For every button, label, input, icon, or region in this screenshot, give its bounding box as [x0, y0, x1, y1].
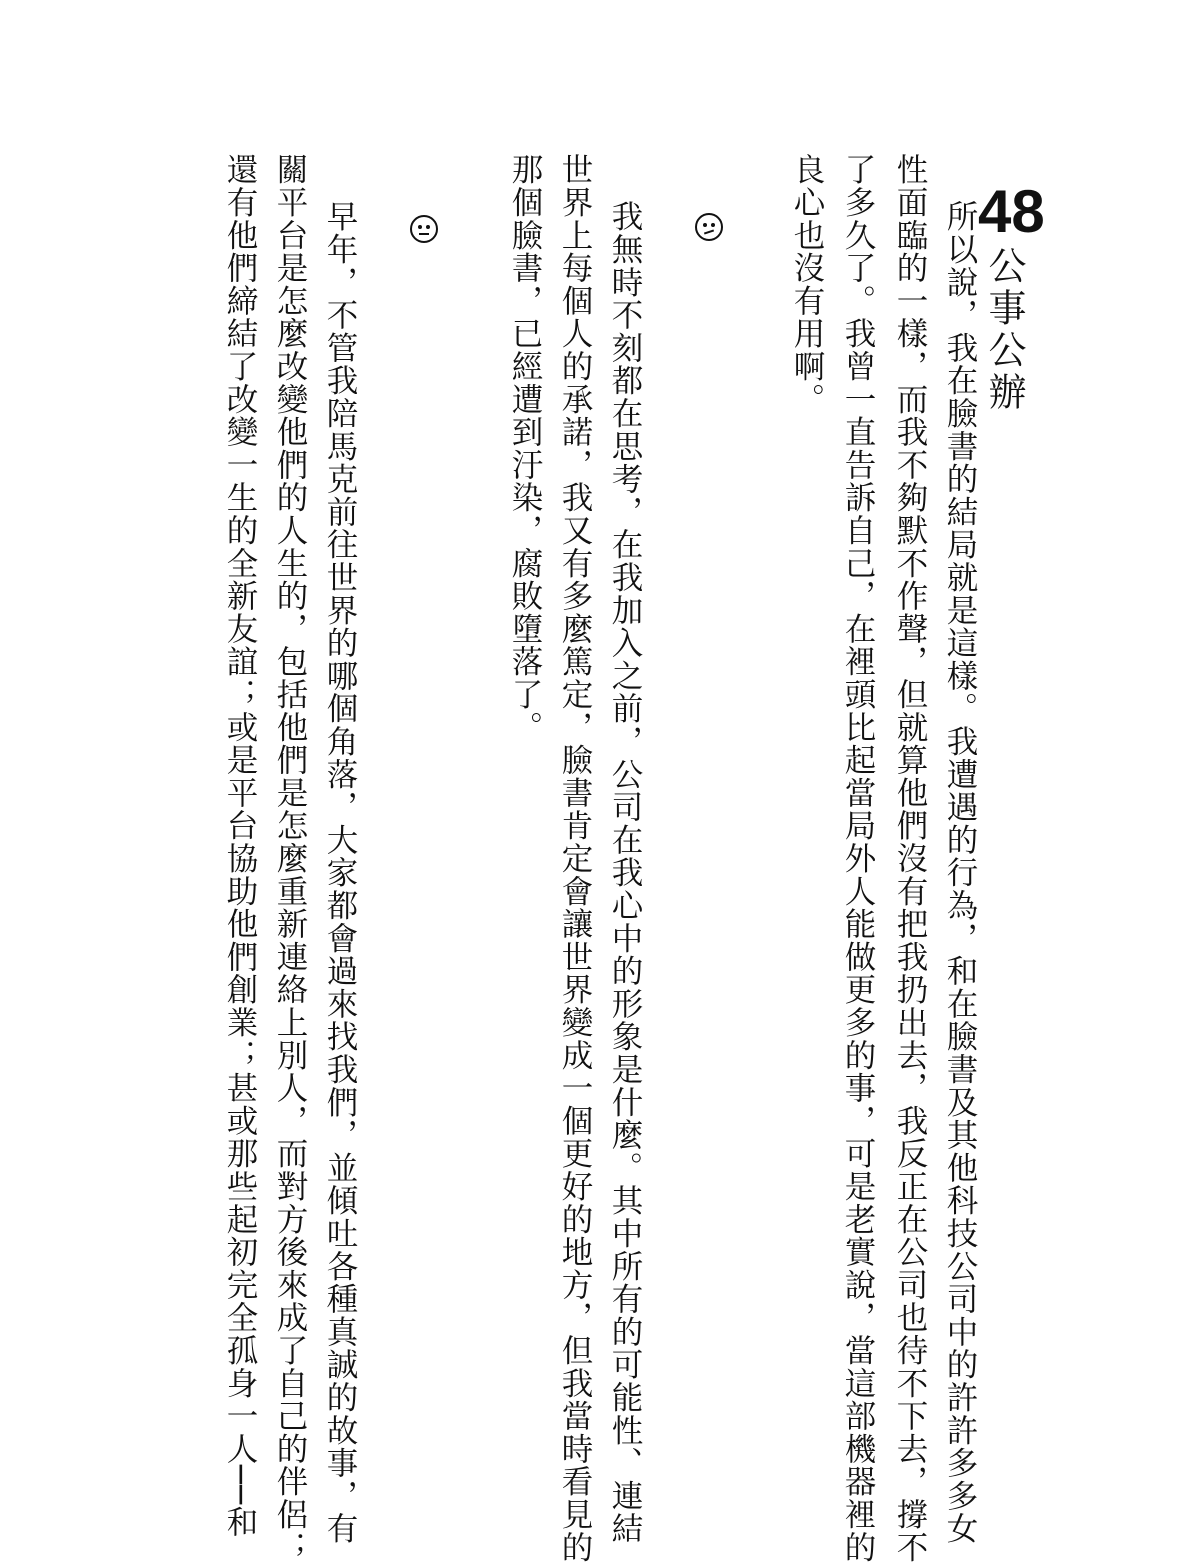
page-number: 48: [978, 178, 1045, 245]
paragraph-1-line-4: 良心也沒有用啊。: [789, 153, 825, 416]
paragraph-1-line-1: 所以說，我在臉書的結局就是這樣。我遭遇的行為，和在臉書及其他科技公司中的許許多多女: [942, 200, 978, 1545]
sad-face-icon: [695, 213, 723, 241]
neutral-face-icon: [410, 215, 438, 243]
running-head: 公事公辦: [982, 246, 1026, 414]
paragraph-2-line-1: 我無時不刻都在思考，在我加入之前，公司在我心中的形象是什麼。其中所有的可能性、連結: [607, 200, 643, 1545]
paragraph-1-line-3: 了多久了。我曾一直告訴自己，在裡頭比起當局外人能做更多的事，可是老實說，當這部機器裡的: [840, 153, 876, 1563]
paragraph-3-line-2: 關平台是怎麼改變他們的人生的，包括他們是怎麼重新連絡上別人，而對方後來成了自己的伴侶；: [272, 153, 308, 1563]
paragraph-3-line-1: 早年，不管我陪馬克前往世界的哪個角落，大家都會過來找我們，並傾吐各種真誠的故事，有: [322, 200, 358, 1545]
paragraph-2-line-3: 那個臉書，已經遭到汙染，腐敗墮落了。: [507, 153, 543, 744]
paragraph-1-line-2: 性面臨的一樣，而我不夠默不作聲，但就算他們沒有把我扔出去，我反正在公司也待不下去，撐不: [892, 153, 928, 1563]
paragraph-2-line-2: 世界上每個人的承諾，我又有多麼篤定，臉書肯定會讓世界變成一個更好的地方，但我當時看見的: [557, 153, 593, 1563]
paragraph-3-line-3: 還有他們締結了改變一生的全新友誼；或是平台協助他們創業；甚或那些起初完全孤身一人──和: [222, 153, 258, 1539]
